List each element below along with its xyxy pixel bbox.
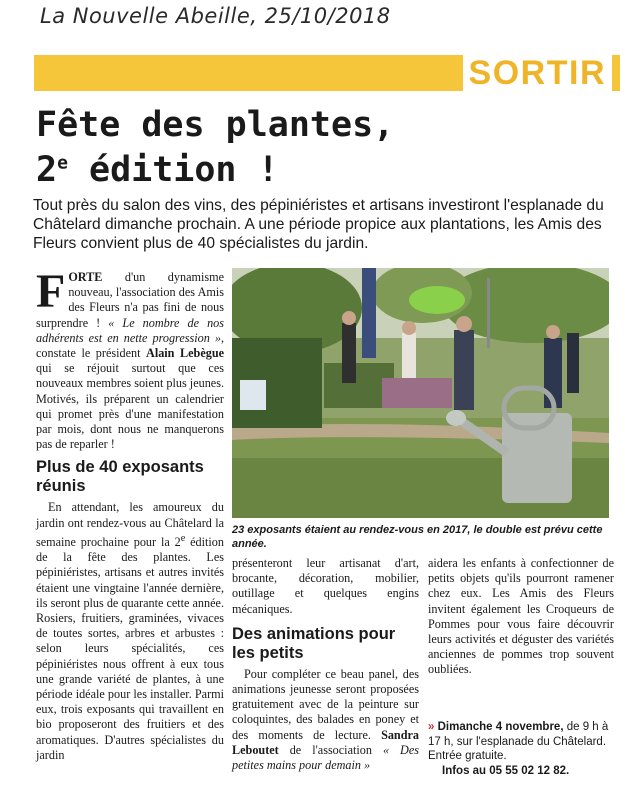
headline (36, 106, 394, 189)
section-label: SORTIR (463, 55, 612, 91)
garden-market-photo (232, 268, 609, 518)
info-phone: Infos au 05 55 02 12 82. (442, 764, 570, 777)
article-photo (232, 268, 609, 518)
event-date: Dimanche 4 novembre, (437, 721, 564, 733)
info-arrow-icon: » (428, 721, 435, 733)
drop-cap: F (36, 265, 66, 318)
croqueurs-paragraph: aidera les enfants à confectionner de petits objets qu'ils pourront ramener chez eux. Les Amis des Fleurs invitent également les Croqueurs de Pommes pour vous faire découvrir leurs activités et déguster des variétés anciennes de pommes trop souvent oubliées. (428, 556, 614, 677)
subhead-animations: Des animations pour les petits (232, 624, 396, 662)
headline-line1: Fête des plantes, (36, 105, 395, 145)
artisans-paragraph: présenteront leur artisanat d'art, brocante, décoration, mobilier, outillage et quelques engins mécaniques. (232, 556, 419, 616)
section-banner (34, 55, 620, 91)
article-column-1 (36, 265, 225, 763)
exposants-paragraph: En attendant, les amoureux du jardin ont rendez-vous au Châtelard la semaine prochaine pour la 2e édition de la fête des plantes. Les pépiniéristes, artisans et autres invités étaient une vingtaine l'année dernière, ils seront plus de quarante cette année. Rosiers, fruitiers, graminées, vivaces de toutes sortes, arbres et arbustes : selon leurs spécialités, ces pépiniéristes nous offrent à eux tous une grande variété de plantes, à une période idéale pour les installer. Parmi eux, trois exposants qui travaillent en bio proposeront des fruitiers et des aromatiques. D'autres spécialistes du jardin (36, 500, 224, 762)
headline-line2: 2e édition ! (36, 149, 279, 190)
animations-paragraph: Pour compléter ce beau panel, des animations jeunesse seront proposées gratuitement avec de la peinture sur coloquintes, des balades en poney et des moments de lecture. Sandra Leboutet de l'association « Des petites mains pour demain » (232, 666, 419, 773)
lede-paragraph: Tout près du salon des vins, des pépiniéristes et artisans investiront l'esplanade du Châtelard dimanche prochain. A une période propice aux plantations, les Amis des Fleurs convient plus de 40 spécialistes du jardin. (33, 197, 604, 252)
article-column-2 (232, 556, 419, 773)
event-details: de 9 h à 17 h, sur l'esplanade du Châtelard. Entrée gratuite. (428, 721, 609, 762)
intro-paragraph: FORTE d'un dynamisme nouveau, l'association des Amis des Fleurs n'a pas fini de nous surprendre ! « Le nombre de nos adhérents est en nette progression », constate le président Alain Lebègue qui se réjouit surtout que ces nouveaux membres soient plus jeunes. Motivés, ils préparent un calendrier qui promet près d'une manifestation par mois, dont nous ne manquerons pas de reparler ! (36, 265, 225, 452)
handwritten-source-note: La Nouvelle Abeille, 25/10/2018 (40, 4, 391, 28)
practical-info (428, 720, 614, 778)
article-column-3 (428, 556, 614, 678)
photo-caption: 23 exposants étaient au rendez-vous en 2017, le double est prévu cette année. (232, 524, 603, 550)
subhead-exposants: Plus de 40 exposants réunis (36, 458, 204, 496)
